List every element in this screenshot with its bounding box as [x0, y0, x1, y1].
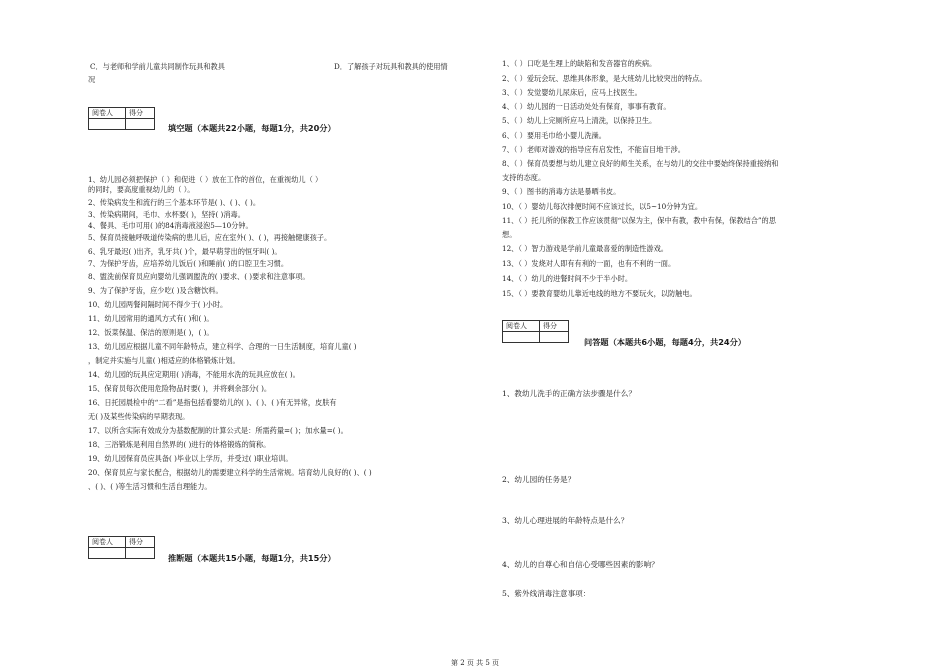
fill-question-line: 8、盥洗前保育员应向婴幼儿强调盥洗的( )要求、( )要求和注意事项。 — [88, 272, 310, 281]
fill-question-line: 、( )、( )等生活习惯和生活自理能力。 — [88, 482, 212, 491]
score-label: 得分 — [129, 109, 143, 117]
judge-question-line: 7、（ ）老师对游戏的指导应有启发性，不能盲目地干涉。 — [502, 145, 685, 154]
fill-question-line: 3、传染病期间，毛巾、水杯要( )，坚持( )消毒。 — [88, 210, 245, 219]
fill-section-title: 填空题（本题共22小题，每题1分，共20分） — [168, 123, 336, 133]
fill-question-line: 9、为了保护牙齿，应少吃( )及含糖饮料。 — [88, 286, 223, 295]
reviewer-label: 阅卷人 — [89, 537, 126, 547]
judge-question-line: 13、（ ）发烧对人即有有利的一面，也有不利的一面。 — [502, 259, 676, 268]
score-label: 得分 — [543, 322, 557, 330]
fill-question-line: 17、以所含实际有效成分为基数配制的计算公式是：所需药量=( )；加水量=( )。 — [88, 426, 348, 435]
judge-question-line: 5、（ ）幼儿上完厕所应马上清洗，以保持卫生。 — [502, 116, 657, 125]
judge-question-line: 2、（ ）爱玩会玩、思维具体形象，是大班幼儿比较突出的特点。 — [502, 74, 707, 83]
fill-question-line: 4、餐具、毛巾可用( )的84消毒液浸泡5—10分钟。 — [88, 221, 253, 230]
qa-question: 3、幼儿心理进展的年龄特点是什么？ — [502, 516, 629, 525]
fill-question-line: 6、乳牙最迟( )出齐，乳牙共( )个，最早萌芽出的恒牙叫( )。 — [88, 247, 282, 256]
fill-question-line: 5、保育员接触呼吸道传染病的患儿后，应在室外( )、( )，再接触健康孩子。 — [88, 233, 332, 242]
judge-question-line: 11、（ ）托儿所的保教工作应该贯彻“以保为主，保中有教，教中有保，保教结合”的思 — [502, 216, 776, 225]
judge-question-line: 15、（ ）要教育婴幼儿靠近电线的地方不要玩火，以防触电。 — [502, 289, 697, 298]
fill-question-line: 13、幼儿园应根据儿童不同年龄特点，建立科学、合理的一日生活制度，培育儿童( ) — [88, 342, 357, 351]
judge-question-line: 8、（ ）保育员要想与幼儿建立良好的师生关系，在与幼儿的交往中要始终保持重接纳和 — [502, 159, 779, 168]
qa-question: 5、紫外线消毒注意事项： — [502, 589, 591, 598]
option-d: D．了解孩子对玩具和教具的使用情 — [334, 62, 448, 71]
judge-question-line: 想。 — [502, 230, 517, 239]
judge-question-line: 10、（ ）婴幼儿每次排便时间不应该过长，以5~10分钟为宜。 — [502, 202, 703, 211]
judge-question-line: 支持的态度。 — [502, 173, 546, 182]
fill-question-line: 19、幼儿园保育员应具备( )毕业以上学历，并受过( )职业培训。 — [88, 454, 293, 463]
fill-question-line: 的同时，要高度重视幼儿的（ ）。 — [88, 185, 195, 194]
judge-question-line: 4、（ ）幼儿园的一日活动处处有保育，事事有教育。 — [502, 102, 671, 111]
score-box-judge-blank-row — [88, 547, 155, 559]
qa-section-title: 问答题（本题共6小题，每题4分，共24分） — [584, 337, 746, 347]
fill-question-line: 1、幼儿园必须把保护（ ）和促进（ ）放在工作的首位，在重视幼儿（ ） — [88, 175, 323, 184]
fill-question-line: ，制定并实施与儿童( )相适应的体格锻炼计划。 — [88, 356, 240, 365]
fill-question-line: 16、日托园晨检中的“二看”是指包括看婴幼儿的( )、( )、( )有无异常，皮肤有 — [88, 398, 337, 407]
judge-question-line: 6、（ ）要用毛巾给小婴儿洗澡。 — [502, 131, 606, 140]
fill-question-line: 14、幼儿园的玩具应定期用( )消毒，不能用水洗的玩具应放在( )。 — [88, 370, 300, 379]
score-box-fill-blank-row — [88, 118, 155, 130]
fill-question-line: 7、为保护牙齿，应培养幼儿饭后( )和睡前( )的口腔卫生习惯。 — [88, 259, 289, 268]
fill-question-line: 10、幼儿园两餐间隔时间不得少于( )小时。 — [88, 300, 228, 309]
fill-question-line: 12、饭菜保温、保洁的原则是( )，( )。 — [88, 328, 214, 337]
fill-question-line: 18、三浴锻炼是利用自然界的( )进行的体格锻炼的简称。 — [88, 440, 271, 449]
judge-question-line: 12、（ ）智力游戏是学前儿童最喜爱的制造性游戏。 — [502, 244, 668, 253]
qa-question: 4、幼儿的自尊心和自信心受哪些因素的影响？ — [502, 560, 659, 569]
reviewer-label: 阅卷人 — [89, 108, 126, 118]
score-label: 得分 — [129, 538, 143, 546]
option-d-continued: 况 — [88, 75, 96, 84]
qa-question: 2、幼儿园的任务是？ — [502, 475, 576, 484]
reviewer-label: 阅卷人 — [503, 321, 540, 331]
fill-question-line: 20、保育员应与家长配合，根据幼儿的需要建立科学的生活常规。培育幼儿良好的( )、( ) — [88, 468, 372, 477]
score-box-qa-blank-row — [502, 331, 569, 343]
qa-question: 1、教幼儿洗手的正确方法步骤是什么？ — [502, 389, 636, 398]
judge-question-line: 9、（ ）图书的消毒方法是暴晒书皮。 — [502, 187, 621, 196]
option-c: C．与老师和学前儿童共同制作玩具和教具 — [90, 62, 225, 71]
fill-question-line: 15、保育员每次使用危险物品时要( )，并将剩余部分( )。 — [88, 384, 272, 393]
judge-question-line: 3、（ ）发觉婴幼儿尿床后，应马上找医生。 — [502, 88, 642, 97]
judge-question-line: 1、（ ）口吃是生理上的缺陷和发音器官的疾病。 — [502, 59, 657, 68]
page-footer: 第 2 页 共 5 页 — [450, 659, 500, 667]
fill-question-line: 11、幼儿园常用的通风方式有( )和( )。 — [88, 314, 214, 323]
fill-question-line: 2、传染病发生和流行的三个基本环节是( )、( )、( )。 — [88, 198, 261, 207]
fill-question-line: 无( )及某些传染病的早期表现。 — [88, 412, 190, 421]
judge-question-line: 14、（ ）幼儿的进餐时间不少于半小时。 — [502, 274, 633, 283]
judge-section-title: 推断题（本题共15小题，每题1分，共15分） — [168, 553, 336, 563]
